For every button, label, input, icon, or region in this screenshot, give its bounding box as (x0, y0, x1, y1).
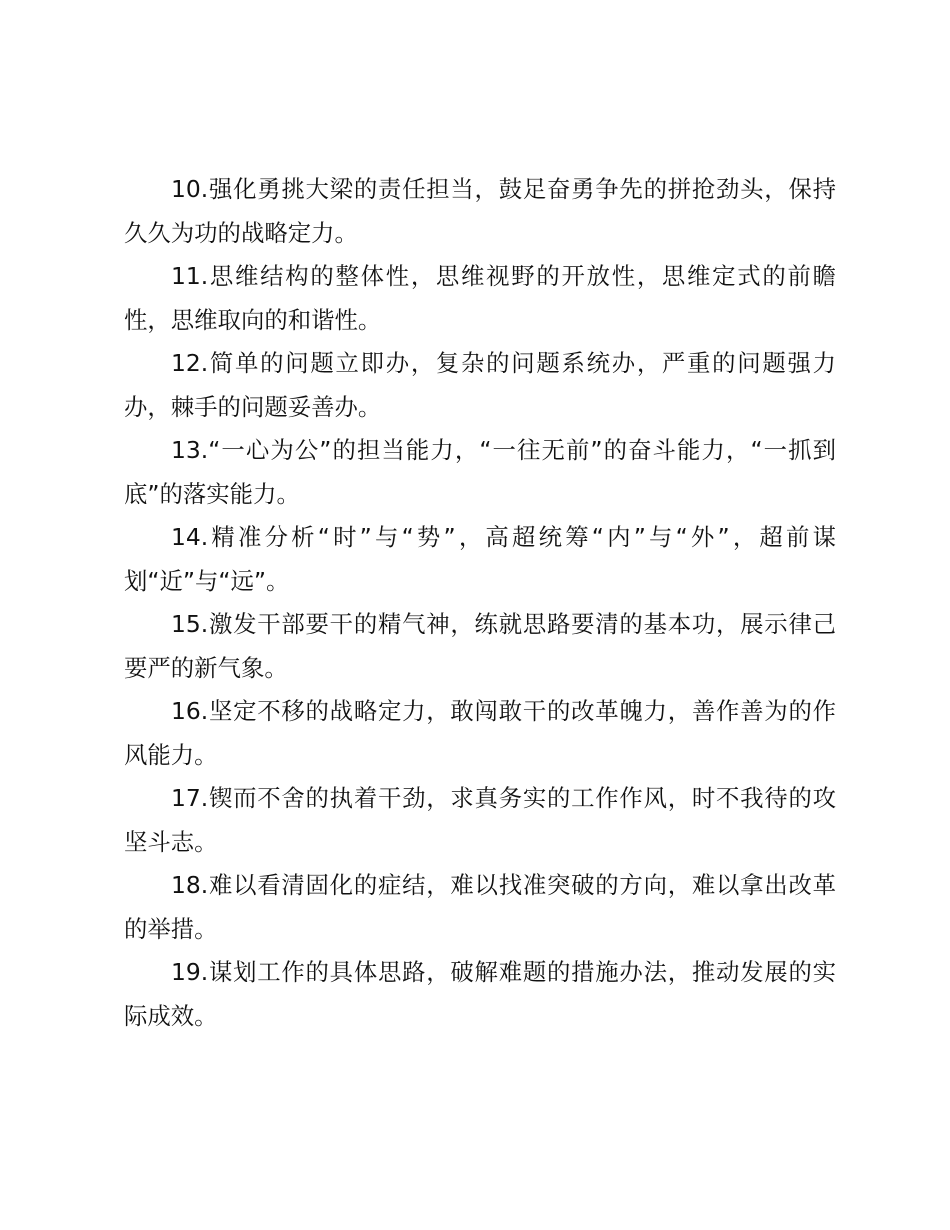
paragraph-18: 18.难以看清固化的症结，难以找准突破的方向，难以拿出改革的举措。 (124, 871, 836, 943)
paragraph-19: 19.谋划工作的具体思路，破解难题的措施办法，推动发展的实际成效。 (124, 958, 836, 1030)
paragraph-11: 11.思维结构的整体性，思维视野的开放性，思维定式的前瞻性，思维取向的和谐性。 (124, 262, 836, 334)
paragraph-12: 12.简单的问题立即办，复杂的问题系统办，严重的问题强力办，棘手的问题妥善办。 (124, 349, 836, 421)
document-body (124, 168, 836, 1038)
paragraph-13: 13.“一心为公”的担当能力，“一往无前”的奋斗能力，“一抓到底”的落实能力。 (124, 436, 836, 508)
paragraph-17: 17.锲而不舍的执着干劲，求真务实的工作作风，时不我待的攻坚斗志。 (124, 784, 836, 856)
paragraph-15: 15.激发干部要干的精气神，练就思路要清的基本功，展示律己要严的新气象。 (124, 610, 836, 682)
paragraph-10: 10.强化勇挑大梁的责任担当，鼓足奋勇争先的拼抢劲头，保持久久为功的战略定力。 (124, 175, 836, 247)
paragraph-14: 14.精准分析“时”与“势”，高超统筹“内”与“外”，超前谋划“近”与“远”。 (124, 523, 836, 595)
paragraph-16: 16.坚定不移的战略定力，敢闯敢干的改革魄力，善作善为的作风能力。 (124, 697, 836, 769)
